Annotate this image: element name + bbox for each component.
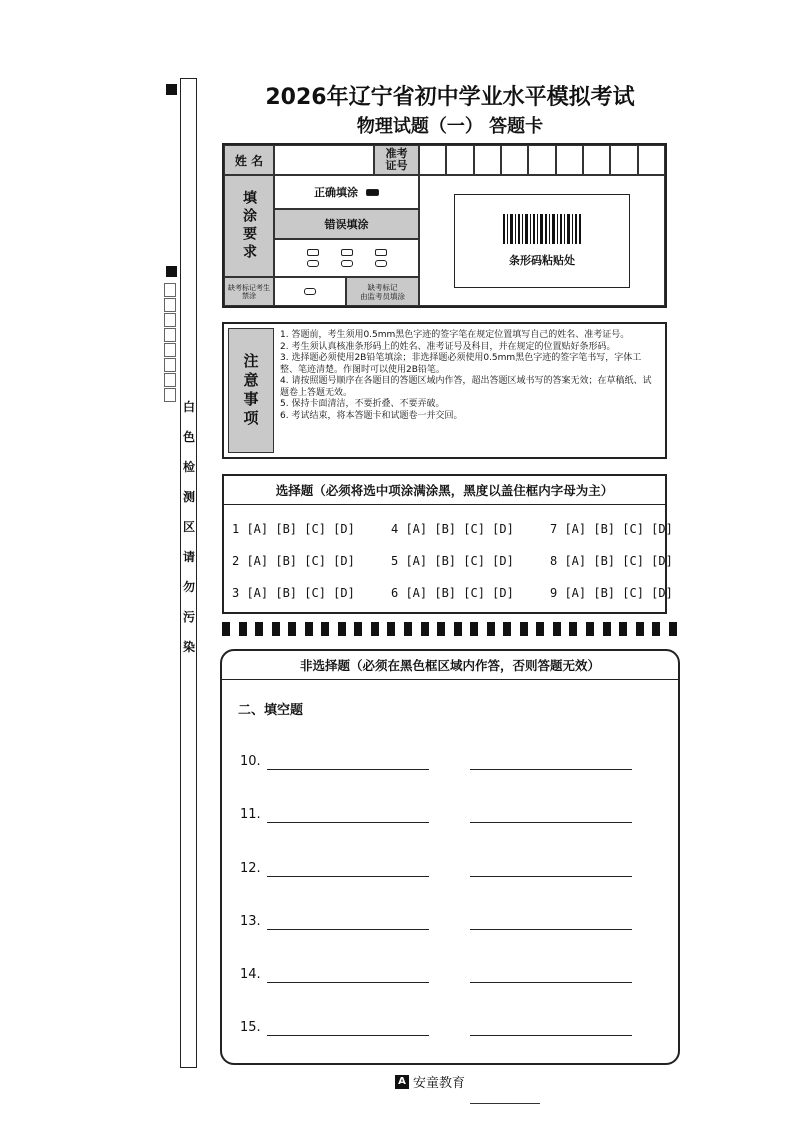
name-label: 姓 名 — [224, 145, 274, 175]
absent-mark-label: 缺考标记考生禁涂 — [224, 277, 274, 306]
choice-question[interactable]: 9 [A] [B] [C] [D] — [550, 586, 673, 600]
blank-number: 15. — [240, 1020, 261, 1035]
answer-line[interactable] — [267, 769, 429, 770]
absent-mark-note: 缺考标记 由监考员填涂 — [346, 277, 419, 306]
nonchoice-heading: 非选择题（必须在黑色框区域内作答，否则答题无效） — [222, 651, 678, 680]
wrong-fill-row: 错误填涂 — [274, 209, 419, 239]
answer-line[interactable] — [470, 822, 632, 823]
footer-brand — [395, 1072, 465, 1091]
answer-line[interactable] — [470, 1035, 632, 1036]
answer-line[interactable] — [470, 929, 632, 930]
circle-mark-icon — [341, 260, 353, 267]
choice-heading: 选择题（必须将选中项涂满涂黑，黑度以盖住框内字母为主） — [224, 476, 665, 505]
answer-line[interactable] — [470, 982, 632, 983]
page-title: 2026年辽宁省初中学业水平模拟考试 — [265, 85, 635, 110]
marker-box-column — [164, 283, 178, 403]
choice-question[interactable]: 6 [A] [B] [C] [D] — [391, 586, 514, 600]
strip-label: 白 色 检 测 区 请 勿 污 染 — [182, 400, 195, 654]
choice-question[interactable]: 3 [A] [B] [C] [D] — [232, 586, 355, 600]
answer-line[interactable] — [470, 769, 632, 770]
empty-bubble-icon — [304, 288, 316, 295]
answer-line[interactable] — [267, 876, 429, 877]
notes-list — [280, 330, 657, 422]
page-subtitle: 物理试题（一） 答题卡 — [356, 116, 544, 137]
blank-number: 11. — [240, 807, 261, 822]
choice-question[interactable]: 8 [A] [B] [C] [D] — [550, 554, 673, 568]
barcode-label: 条形码粘贴处 — [509, 253, 575, 267]
barcode-area — [419, 175, 665, 306]
registration-mark-mid — [166, 266, 177, 277]
brand-logo-icon: A — [395, 1075, 409, 1089]
correct-fill-row: 正确填涂 — [274, 175, 419, 209]
dot-mark-icon — [307, 260, 319, 267]
filled-mark-icon — [366, 189, 379, 196]
blank-number: 10. — [240, 754, 261, 769]
line-mark-icon — [375, 249, 387, 256]
answer-line[interactable] — [267, 822, 429, 823]
note-item: 3. 选择题必须使用2B铅笔填涂；非选择题必须使用0.5mm黑色字迹的签字笔书写，字体工整、笔迹清楚。作图时可以使用2B铅笔。 — [280, 353, 642, 375]
barcode-icon — [503, 214, 581, 244]
note-item: 5. 保持卡面清洁，不要折叠、不要弄破。 — [280, 399, 445, 409]
note-item: 2. 考生须认真核准条形码上的姓名、准考证号及科目，并在规定的位置贴好条形码。 — [280, 341, 616, 352]
name-field[interactable] — [274, 145, 374, 175]
answer-line[interactable] — [267, 982, 429, 983]
ticket-number-grid[interactable] — [419, 145, 665, 175]
choice-question[interactable]: 7 [A] [B] [C] [D] — [550, 522, 673, 536]
note-item: 1. 答题前，考生须用0.5mm黑色字迹的签字笔在规定位置填写自己的姓名、准考证号。 — [280, 330, 630, 340]
choice-section — [222, 474, 673, 614]
nonchoice-section — [220, 649, 680, 1065]
crossed-mark-icon — [307, 249, 319, 256]
choice-question[interactable]: 5 [A] [B] [C] [D] — [391, 554, 514, 568]
note-item: 6. 考试结束，将本答题卡和试题卷一并交回。 — [280, 410, 463, 421]
note-item: 4. 请按照题号顺序在各题目的答题区域内作答，超出答题区域书写的答案无效；在草稿纸、试题卷上答题无效。 — [280, 376, 652, 398]
answer-line[interactable] — [267, 1035, 429, 1036]
notes-block — [222, 322, 667, 459]
choice-question[interactable]: 4 [A] [B] [C] [D] — [391, 522, 514, 536]
section-title: 二、填空题 — [238, 703, 304, 718]
choice-question[interactable]: 1 [A] [B] [C] [D] — [232, 522, 355, 536]
blank-number: 13. — [240, 914, 261, 929]
notes-label: 注意事项 — [228, 328, 274, 453]
timing-mark-bar — [222, 622, 677, 636]
fill-requirement-label: 填涂要求 — [224, 175, 274, 277]
footer-underline — [470, 1103, 540, 1104]
brand-name: 安童教育 — [413, 1076, 466, 1091]
registration-mark-top — [166, 84, 177, 95]
ticket-label: 准考 证号 — [374, 145, 419, 175]
half-mark-icon — [341, 249, 353, 256]
blank-number: 12. — [240, 861, 261, 876]
blank-number: 14. — [240, 967, 261, 982]
absent-mark-box[interactable] — [274, 277, 346, 306]
wrong-fill-examples — [274, 239, 419, 277]
empty-mark-icon — [375, 260, 387, 267]
answer-line[interactable] — [267, 929, 429, 930]
answer-line[interactable] — [470, 876, 632, 877]
info-block — [222, 143, 667, 308]
choice-question[interactable]: 2 [A] [B] [C] [D] — [232, 554, 355, 568]
barcode-frame — [454, 194, 630, 288]
